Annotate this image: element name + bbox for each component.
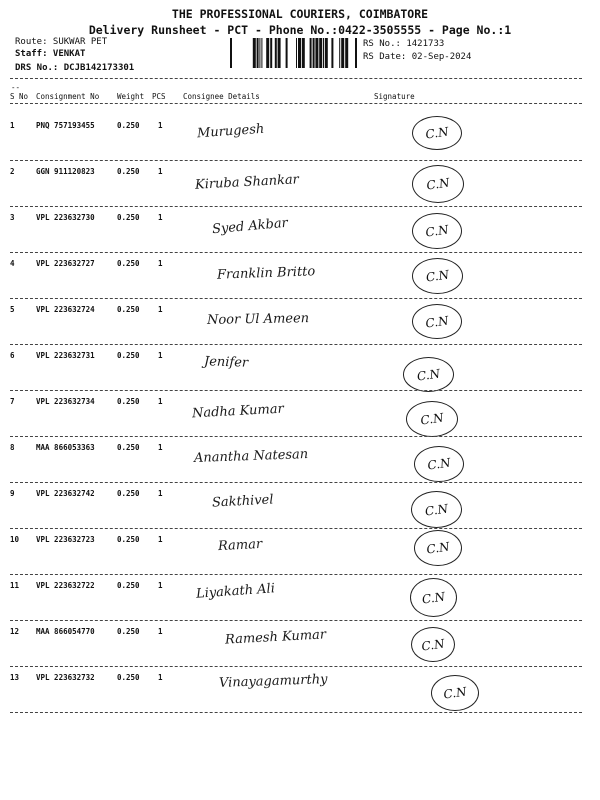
barcode-bar xyxy=(310,38,312,68)
row-signature-stamp xyxy=(414,446,464,482)
row-consignment-no: VPL 223632722 xyxy=(36,581,95,590)
signature-initials: C.N xyxy=(425,539,451,557)
column-header-pcs: PCS xyxy=(152,92,166,101)
divider xyxy=(10,103,582,104)
row-sno: 1 xyxy=(10,121,15,130)
rs-date: RS Date: 02-Sep-2024 xyxy=(363,52,472,62)
signature-initials: C.N xyxy=(424,312,450,331)
row-consignee-handwritten: Kiruba Shankar xyxy=(194,172,300,193)
signature-initials: C.N xyxy=(420,635,446,654)
divider xyxy=(10,712,582,713)
row-signature-stamp xyxy=(414,530,462,566)
row-pcs: 1 xyxy=(158,305,163,314)
signature-initials: C.N xyxy=(442,684,468,702)
row-signature-stamp xyxy=(411,491,462,528)
row-sno: 10 xyxy=(10,535,20,544)
row-signature-stamp xyxy=(403,357,454,392)
column-header-signature: Signature xyxy=(374,92,415,101)
row-pcs: 1 xyxy=(158,351,163,360)
divider xyxy=(10,78,582,79)
row-consignment-no: VPL 223632734 xyxy=(36,397,95,406)
barcode-bar xyxy=(261,38,262,68)
divider xyxy=(10,206,582,207)
divider xyxy=(10,666,582,667)
row-sno: 6 xyxy=(10,351,15,360)
row-pcs: 1 xyxy=(158,121,163,130)
signature-initials: C.N xyxy=(416,365,441,384)
row-weight: 0.250 xyxy=(117,351,140,360)
row-sno: 11 xyxy=(10,581,20,590)
row-weight: 0.250 xyxy=(117,443,140,452)
barcode-bar xyxy=(298,38,301,68)
row-consignee-handwritten: Noor Ul Ameen xyxy=(206,311,310,328)
row-sno: 3 xyxy=(10,213,15,222)
row-pcs: 1 xyxy=(158,213,163,222)
row-consignment-no: VPL 223632730 xyxy=(36,213,95,222)
barcode-bar xyxy=(259,38,260,68)
divider xyxy=(10,620,582,621)
divider xyxy=(10,390,582,391)
row-sno: 4 xyxy=(10,259,15,268)
row-consignee-handwritten: Jenifer xyxy=(203,354,249,371)
row-pcs: 1 xyxy=(158,489,163,498)
row-weight: 0.250 xyxy=(117,167,140,176)
row-pcs: 1 xyxy=(158,443,163,452)
row-signature-stamp xyxy=(411,627,455,662)
row-signature-stamp xyxy=(431,675,479,711)
row-consignment-no: VPL 223632723 xyxy=(36,535,95,544)
row-consignment-no: MAA 866053363 xyxy=(36,443,95,452)
barcode-bar xyxy=(319,38,322,68)
row-consignee-handwritten: Vinayagamurthy xyxy=(218,672,328,691)
divider xyxy=(10,298,582,299)
signature-initials: C.N xyxy=(426,455,452,473)
barcode-bar xyxy=(296,38,297,68)
row-signature-stamp xyxy=(412,116,462,150)
barcode-bar xyxy=(315,38,318,68)
row-weight: 0.250 xyxy=(117,489,140,498)
barcode-bar xyxy=(270,38,272,68)
barcode-bar xyxy=(275,38,277,68)
row-consignee-handwritten: Sakthivel xyxy=(211,492,274,511)
row-consignment-no: MAA 866054770 xyxy=(36,627,95,636)
row-consignment-no: VPL 223632724 xyxy=(36,305,95,314)
staff-label: Staff: VENKAT xyxy=(15,49,86,59)
barcode-bar xyxy=(355,38,357,68)
signature-initials: C.N xyxy=(425,175,451,193)
row-weight: 0.250 xyxy=(117,305,140,314)
row-pcs: 1 xyxy=(158,627,163,636)
row-consignment-no: PNQ 757193455 xyxy=(36,121,95,130)
marker-dashes: -- xyxy=(11,83,21,92)
row-pcs: 1 xyxy=(158,673,163,682)
row-weight: 0.250 xyxy=(117,259,140,268)
barcode-bar xyxy=(253,38,256,68)
barcode-bar xyxy=(266,38,269,68)
divider xyxy=(10,482,582,483)
barcode-bar xyxy=(341,38,344,68)
row-weight: 0.250 xyxy=(117,581,140,590)
row-signature-stamp xyxy=(406,401,458,437)
barcode-bar xyxy=(230,38,232,68)
barcode-bar xyxy=(257,38,259,68)
row-consignee-handwritten: Ramar xyxy=(217,536,263,555)
row-sno: 9 xyxy=(10,489,15,498)
row-consignment-no: VPL 223632732 xyxy=(36,673,95,682)
row-pcs: 1 xyxy=(158,535,163,544)
row-consignee-handwritten: Anantha Natesan xyxy=(193,447,309,466)
row-signature-stamp xyxy=(412,258,463,294)
signature-initials: C.N xyxy=(424,124,450,142)
barcode-bar xyxy=(278,38,281,68)
row-consignment-no: VPL 223632731 xyxy=(36,351,95,360)
barcode-bar xyxy=(313,38,315,68)
row-sno: 13 xyxy=(10,673,20,682)
row-signature-stamp xyxy=(410,578,457,617)
divider xyxy=(10,344,582,345)
row-consignee-handwritten: Nadha Kumar xyxy=(191,401,285,422)
row-sno: 12 xyxy=(10,627,20,636)
row-consignee-handwritten: Ramesh Kumar xyxy=(224,627,327,648)
row-pcs: 1 xyxy=(158,167,163,176)
row-consignment-no: VPL 223632742 xyxy=(36,489,95,498)
row-sno: 7 xyxy=(10,397,15,406)
row-signature-stamp xyxy=(412,213,462,249)
signature-initials: C.N xyxy=(424,222,450,240)
company-title: THE PROFESSIONAL COURIERS, COIMBATORE xyxy=(171,7,429,21)
row-weight: 0.250 xyxy=(117,213,140,222)
row-sno: 5 xyxy=(10,305,15,314)
barcode-bar xyxy=(323,38,324,68)
column-header-weight: Weight xyxy=(117,92,145,101)
route-label: Route: SUKWAR PET xyxy=(15,37,108,47)
row-consignee-handwritten: Murugesh xyxy=(196,121,265,142)
barcode-image xyxy=(229,38,357,68)
divider xyxy=(10,528,582,529)
row-consignment-no: VPL 223632727 xyxy=(36,259,95,268)
row-sno: 2 xyxy=(10,167,15,176)
row-weight: 0.250 xyxy=(117,397,140,406)
row-pcs: 1 xyxy=(158,397,163,406)
row-pcs: 1 xyxy=(158,259,163,268)
column-header-consignment: Consignment No xyxy=(36,92,100,101)
signature-initials: C.N xyxy=(424,500,449,519)
runsheet-subtitle: Delivery Runsheet - PCT - Phone No.:0422-3505555 - Page No.:1 xyxy=(88,23,512,37)
rs-number: RS No.: 1421733 xyxy=(363,39,445,49)
barcode-bar xyxy=(331,38,333,68)
divider xyxy=(10,160,582,161)
row-weight: 0.250 xyxy=(117,121,140,130)
barcode-bar xyxy=(339,38,340,68)
row-sno: 8 xyxy=(10,443,15,452)
signature-initials: C.N xyxy=(419,410,445,428)
row-consignment-no: GGN 911120823 xyxy=(36,167,95,176)
row-weight: 0.250 xyxy=(117,673,140,682)
barcode-bar xyxy=(325,38,328,68)
row-signature-stamp xyxy=(412,165,464,203)
signature-initials: C.N xyxy=(425,267,450,285)
row-weight: 0.250 xyxy=(117,535,140,544)
row-pcs: 1 xyxy=(158,581,163,590)
barcode-bar xyxy=(345,38,348,68)
column-header-sno: S No xyxy=(10,92,29,101)
row-signature-stamp xyxy=(412,304,462,339)
divider xyxy=(10,436,582,437)
drs-number: DRS No.: DCJB142173301 xyxy=(15,63,135,73)
row-consignee-handwritten: Liyakath Ali xyxy=(195,581,276,602)
row-weight: 0.250 xyxy=(117,627,140,636)
row-consignee-handwritten: Franklin Britto xyxy=(216,264,316,283)
divider xyxy=(10,574,582,575)
column-header-consignee: Consignee Details xyxy=(183,92,260,101)
row-consignee-handwritten: Syed Akbar xyxy=(211,215,289,238)
barcode-bar xyxy=(302,38,305,68)
divider xyxy=(10,252,582,253)
signature-initials: C.N xyxy=(421,588,446,607)
barcode-bar xyxy=(286,38,288,68)
